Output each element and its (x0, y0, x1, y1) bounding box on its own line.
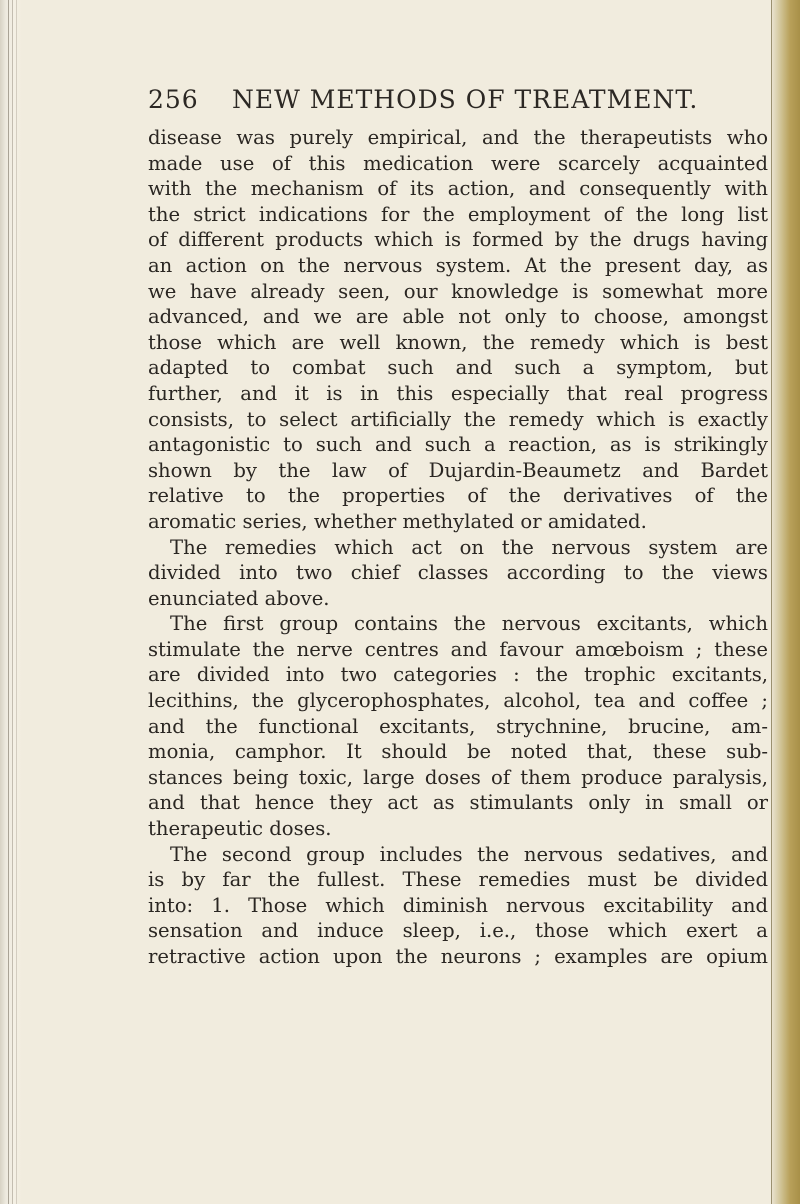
text-line: advanced, and we are able not only to choose, amongst (148, 305, 768, 329)
text-line: The remedies which act on the nervous system are (170, 535, 768, 559)
page-binding-shadow (0, 0, 22, 1204)
text-line: enunciated above. (148, 586, 330, 610)
text-line: disease was purely empirical, and the therapeutists who (148, 126, 768, 149)
text-line: The second group includes the nervous sedatives, and (170, 842, 768, 866)
binding-line (12, 0, 13, 1204)
text-line: of different products which is formed by the drugs having (148, 228, 768, 252)
text-line: the strict indications for the employment of the long list (148, 202, 768, 226)
text-line: into: 1. Those which diminish nervous excitability and (148, 893, 768, 917)
text-line: antagonistic to such and such a reaction, as is strikingly (148, 433, 768, 457)
text-line: relative to the properties of the derivatives of the (148, 484, 768, 508)
text-line: adapted to combat such and such a symptom, but (148, 356, 768, 380)
text-line: those which are well known, the remedy which is best (148, 330, 768, 354)
text-line: shown by the law of Dujardin-Beaumetz and Bardet (148, 458, 768, 482)
text-line: stimulate the nerve centres and favour amœboism ; these (148, 637, 768, 661)
text-line: sensation and induce sleep, i.e., those which exert a (148, 919, 768, 943)
text-line: and that hence they act as stimulants only in small or (148, 791, 768, 815)
text-line: an action on the nervous system. At the present day, as (148, 253, 768, 277)
running-title: NEW METHODS OF TREATMENT. (232, 85, 699, 114)
text-line: is by far the fullest. These remedies must be divided (148, 868, 768, 892)
text-line: lecithins, the glycerophosphates, alcohol, tea and coffee ; (148, 689, 768, 713)
page-edge-discoloration (772, 0, 800, 1204)
text-line: therapeutic doses. (148, 817, 332, 841)
text-line: retractive action upon the neurons ; examples are opium (148, 945, 768, 968)
text-line: consists, to select artificially the remedy which is exactly (148, 407, 768, 431)
text-line: further, and it is in this especially that real progress (148, 381, 768, 405)
text-line: stances being toxic, large doses of them produce paralysis, (148, 765, 768, 789)
text-line: divided into two chief classes according to the views (148, 561, 768, 585)
text-line: made use of this medication were scarcely acquainted (148, 151, 768, 175)
text-line: aromatic series, whether methylated or amidated. (148, 509, 647, 533)
text-line: and the functional excitants, strychnine, brucine, am- (148, 714, 768, 738)
text-line: we have already seen, our knowledge is somewhat more (148, 279, 768, 303)
text-line: The first group contains the nervous excitants, which (170, 612, 768, 636)
text-line: with the mechanism of its action, and consequently with (148, 177, 768, 201)
page-number: 256 (148, 85, 199, 114)
binding-line (16, 0, 17, 1204)
text-line: monia, camphor. It should be noted that, these sub- (148, 740, 768, 764)
text-line: are divided into two categories : the trophic excitants, (148, 663, 768, 687)
binding-line (8, 0, 9, 1204)
page-header (148, 84, 708, 116)
body-text (148, 125, 768, 970)
